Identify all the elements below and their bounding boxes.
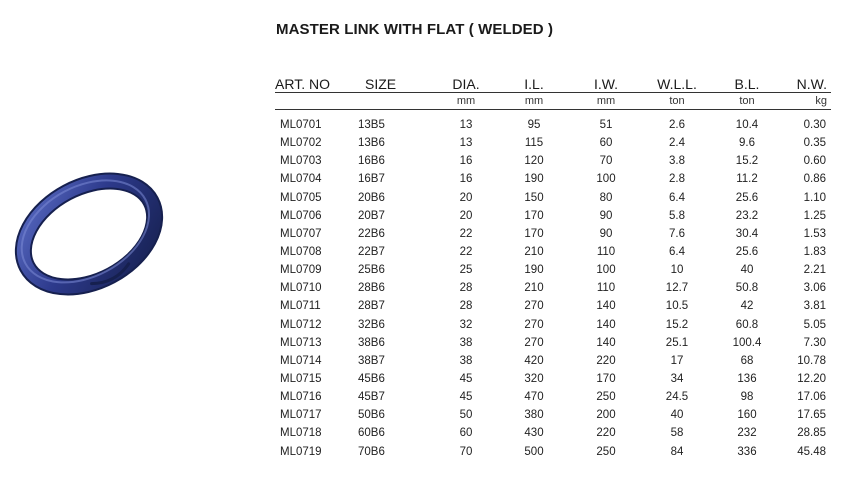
header-il: I.L. (497, 73, 571, 93)
cell-wll: 84 (670, 445, 684, 458)
master-link-image (8, 168, 170, 300)
cell-iw: 100 (596, 264, 616, 277)
table-row (275, 189, 831, 207)
cell-size: 45B7 (358, 391, 385, 404)
unit-bl: ton (713, 93, 781, 110)
cell-size: 20B7 (358, 209, 385, 222)
cell-bl: 15.2 (735, 155, 759, 168)
cell-il: 115 (524, 137, 544, 150)
cell-art-no: ML0701 (280, 119, 322, 132)
cell-size: 60B6 (358, 427, 385, 440)
cell-iw: 110 (596, 246, 616, 259)
table-row (275, 243, 831, 261)
cell-bl: 160 (737, 409, 757, 422)
cell-il: 430 (524, 427, 544, 440)
cell-nw: 0.86 (803, 173, 826, 186)
cell-art-no: ML0706 (280, 209, 322, 222)
cell-size: 22B6 (358, 227, 385, 240)
cell-nw: 45.48 (797, 445, 826, 458)
cell-bl: 336 (737, 445, 757, 458)
cell-iw: 250 (596, 391, 616, 404)
cell-il: 210 (524, 246, 544, 259)
cell-iw: 140 (596, 336, 616, 349)
header-bl: B.L. (713, 73, 781, 93)
cell-art-no: ML0714 (280, 354, 322, 367)
cell-wll: 12.7 (665, 282, 689, 295)
cell-il: 210 (524, 282, 544, 295)
cell-il: 270 (524, 318, 544, 331)
cell-iw: 200 (596, 409, 616, 422)
cell-bl: 98 (740, 391, 754, 404)
cell-bl: 136 (737, 373, 757, 386)
cell-iw: 90 (599, 227, 613, 240)
cell-nw: 2.21 (803, 264, 826, 277)
cell-iw: 140 (596, 318, 616, 331)
cell-dia: 22 (459, 246, 473, 259)
header-art-no: ART. NO (275, 73, 357, 93)
cell-bl: 23.2 (735, 209, 759, 222)
cell-il: 150 (524, 191, 544, 204)
cell-il: 120 (524, 155, 544, 168)
cell-art-no: ML0717 (280, 409, 322, 422)
cell-bl: 42 (740, 300, 754, 313)
cell-il: 270 (524, 336, 544, 349)
cell-art-no: ML0718 (280, 427, 322, 440)
table-row (275, 334, 831, 352)
cell-dia: 38 (459, 354, 473, 367)
cell-iw: 60 (599, 137, 613, 150)
cell-wll: 6.4 (669, 191, 685, 204)
unit-il: mm (497, 93, 571, 110)
cell-dia: 25 (459, 264, 473, 277)
cell-dia: 28 (459, 300, 473, 313)
cell-size: 22B7 (358, 246, 385, 259)
cell-nw: 1.25 (803, 209, 826, 222)
cell-art-no: ML0712 (280, 318, 322, 331)
cell-size: 50B6 (358, 409, 385, 422)
cell-nw: 0.60 (803, 155, 826, 168)
cell-wll: 2.4 (669, 137, 685, 150)
table-row (275, 225, 831, 243)
cell-bl: 232 (737, 427, 757, 440)
cell-size: 13B5 (358, 119, 385, 132)
cell-wll: 3.8 (669, 155, 685, 168)
unit-art-no (275, 93, 357, 110)
table-row (275, 134, 831, 152)
cell-il: 270 (524, 300, 544, 313)
cell-iw: 250 (596, 445, 616, 458)
cell-art-no: ML0708 (280, 246, 322, 259)
cell-art-no: ML0705 (280, 191, 322, 204)
cell-wll: 17 (670, 354, 684, 367)
cell-nw: 1.53 (803, 227, 826, 240)
cell-art-no: ML0709 (280, 264, 322, 277)
cell-dia: 32 (459, 318, 473, 331)
cell-wll: 34 (670, 373, 684, 386)
cell-size: 28B7 (358, 300, 385, 313)
table-row (275, 110, 831, 135)
header-dia: DIA. (435, 73, 497, 93)
cell-size: 13B6 (358, 137, 385, 150)
cell-dia: 70 (459, 445, 473, 458)
cell-art-no: ML0704 (280, 173, 322, 186)
cell-dia: 20 (459, 209, 473, 222)
cell-bl: 9.6 (739, 137, 755, 150)
cell-wll: 2.6 (669, 119, 685, 132)
table-row (275, 316, 831, 334)
cell-wll: 58 (670, 427, 684, 440)
cell-bl: 25.6 (735, 191, 759, 204)
table-row (275, 170, 831, 188)
cell-dia: 28 (459, 282, 473, 295)
table-row (275, 152, 831, 170)
header-nw: N.W. (781, 73, 831, 93)
unit-iw: mm (571, 93, 641, 110)
cell-bl: 10.4 (735, 119, 759, 132)
cell-dia: 20 (459, 191, 473, 204)
cell-art-no: ML0713 (280, 336, 322, 349)
cell-iw: 220 (596, 427, 616, 440)
cell-wll: 24.5 (665, 391, 689, 404)
cell-art-no: ML0711 (280, 300, 321, 313)
cell-size: 70B6 (358, 445, 385, 458)
cell-il: 320 (524, 373, 544, 386)
cell-nw: 17.65 (797, 409, 826, 422)
cell-size: 20B6 (358, 191, 385, 204)
cell-size: 16B6 (358, 155, 385, 168)
cell-il: 190 (524, 173, 544, 186)
cell-size: 38B6 (358, 336, 385, 349)
cell-nw: 7.30 (803, 336, 826, 349)
cell-wll: 25.1 (665, 336, 689, 349)
spec-table-body (275, 110, 831, 461)
cell-bl: 25.6 (735, 246, 759, 259)
cell-nw: 3.06 (803, 282, 826, 295)
cell-bl: 30.4 (735, 227, 759, 240)
table-row (275, 388, 831, 406)
cell-nw: 10.78 (797, 354, 826, 367)
cell-iw: 220 (596, 354, 616, 367)
cell-il: 170 (524, 209, 544, 222)
cell-bl: 11.2 (736, 173, 758, 186)
cell-nw: 0.35 (803, 137, 826, 150)
cell-nw: 12.20 (797, 373, 826, 386)
cell-iw: 170 (596, 373, 616, 386)
cell-bl: 50.8 (735, 282, 759, 295)
cell-size: 38B7 (358, 354, 385, 367)
cell-art-no: ML0716 (280, 391, 322, 404)
master-link-spec-table (275, 73, 831, 461)
cell-art-no: ML0702 (280, 137, 322, 150)
cell-art-no: ML0707 (280, 227, 322, 240)
table-row (275, 443, 831, 461)
cell-nw: 5.05 (803, 318, 826, 331)
cell-bl: 60.8 (735, 318, 759, 331)
cell-il: 170 (524, 227, 544, 240)
table-row (275, 207, 831, 225)
cell-size: 32B6 (358, 318, 385, 331)
table-row (275, 370, 831, 388)
cell-dia: 16 (459, 155, 473, 168)
cell-dia: 13 (459, 119, 473, 132)
cell-size: 25B6 (358, 264, 385, 277)
cell-iw: 100 (596, 173, 616, 186)
cell-wll: 40 (670, 409, 684, 422)
cell-size: 16B7 (358, 173, 385, 186)
table-row (275, 297, 831, 315)
cell-dia: 45 (459, 391, 473, 404)
cell-nw: 3.81 (803, 300, 826, 313)
unit-size (357, 93, 435, 110)
cell-art-no: ML0719 (280, 445, 322, 458)
cell-il: 380 (524, 409, 544, 422)
cell-dia: 22 (459, 227, 473, 240)
table-row (275, 261, 831, 279)
cell-iw: 140 (596, 300, 616, 313)
cell-art-no: ML0703 (280, 155, 322, 168)
cell-nw: 17.06 (797, 391, 826, 404)
cell-wll: 6.4 (669, 246, 685, 259)
cell-wll: 5.8 (669, 209, 685, 222)
cell-nw: 1.83 (803, 246, 826, 259)
cell-nw: 1.10 (803, 191, 826, 204)
cell-wll: 2.8 (669, 173, 685, 186)
header-wll: W.L.L. (641, 73, 713, 93)
cell-dia: 50 (459, 409, 473, 422)
table-row (275, 279, 831, 297)
unit-nw: kg (781, 93, 831, 110)
cell-bl: 68 (740, 354, 754, 367)
cell-nw: 0.30 (803, 119, 826, 132)
cell-il: 95 (527, 119, 541, 132)
cell-wll: 10.5 (665, 300, 689, 313)
table-row (275, 424, 831, 442)
column-header-row (275, 73, 831, 93)
page-title: MASTER LINK WITH FLAT ( WELDED ) (276, 21, 554, 38)
cell-iw: 110 (596, 282, 616, 295)
cell-wll: 7.6 (669, 227, 685, 240)
cell-il: 420 (524, 354, 544, 367)
cell-dia: 16 (459, 173, 473, 186)
cell-il: 470 (524, 391, 544, 404)
cell-dia: 13 (459, 137, 473, 150)
table-row (275, 406, 831, 424)
cell-size: 28B6 (358, 282, 385, 295)
cell-il: 190 (524, 264, 544, 277)
cell-iw: 70 (599, 155, 613, 168)
cell-wll: 10 (670, 264, 684, 277)
cell-iw: 90 (599, 209, 613, 222)
cell-nw: 28.85 (797, 427, 826, 440)
cell-il: 500 (524, 445, 544, 458)
cell-dia: 60 (459, 427, 473, 440)
cell-art-no: ML0710 (280, 282, 322, 295)
cell-iw: 51 (599, 119, 613, 132)
unit-dia: mm (435, 93, 497, 110)
cell-art-no: ML0715 (280, 373, 322, 386)
cell-dia: 38 (459, 336, 473, 349)
cell-iw: 80 (599, 191, 613, 204)
cell-dia: 45 (459, 373, 473, 386)
unit-row (275, 93, 831, 110)
cell-bl: 40 (740, 264, 754, 277)
cell-bl: 100.4 (732, 336, 762, 349)
table-row (275, 352, 831, 370)
header-size: SIZE (357, 73, 435, 93)
cell-size: 45B6 (358, 373, 385, 386)
unit-wll: ton (641, 93, 713, 110)
header-iw: I.W. (571, 73, 641, 93)
cell-wll: 15.2 (665, 318, 689, 331)
